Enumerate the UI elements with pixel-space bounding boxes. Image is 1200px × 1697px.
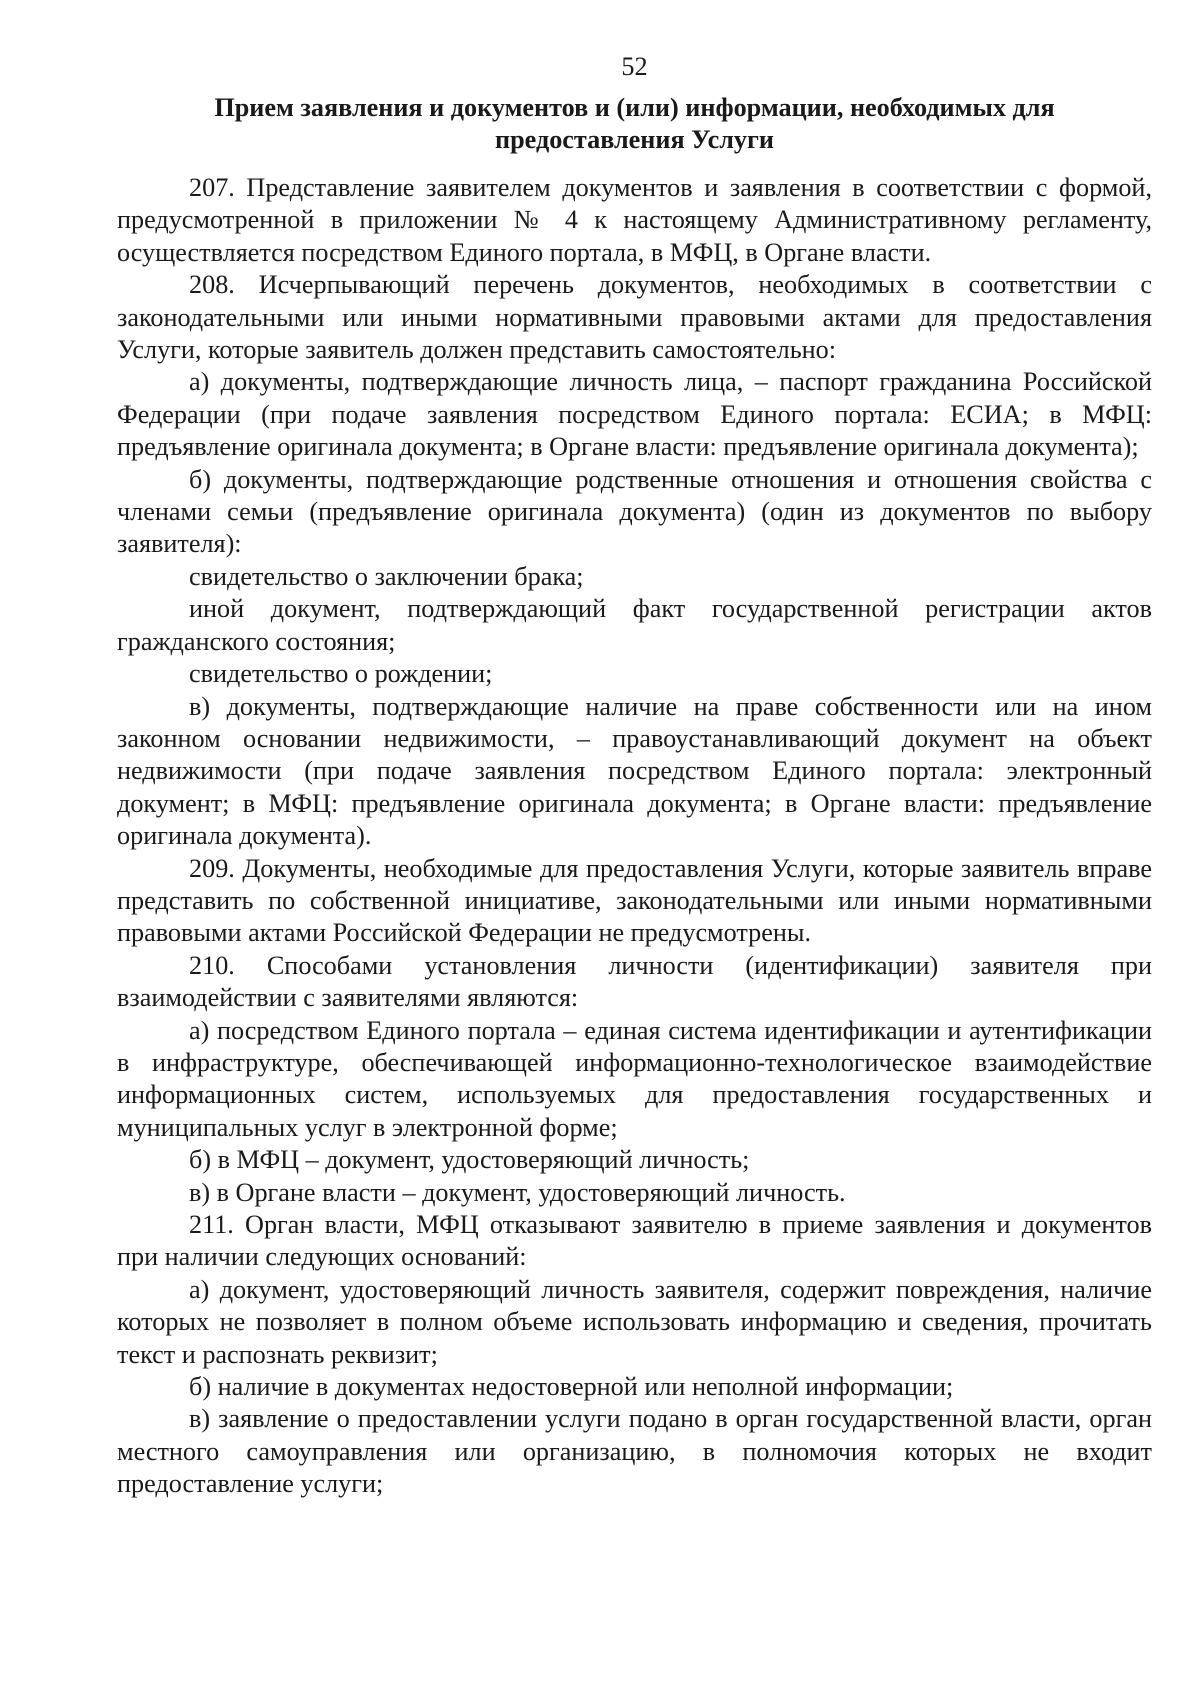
paragraph-211-item-v: в) заявление о предоставлении услуги подано в орган государственной власти, орган местного самоуправления или организацию, в полномочия которых не входит предоставление услуги;	[117, 1404, 1152, 1499]
paragraph-207: 207. Представление заявителем документов и заявления в соответствии с формой, предусмотренной в приложении № 4 к настоящему Административному регламенту, осуществляется посредством Единого портала, в МФЦ, в Органе власти.	[117, 173, 1152, 267]
paragraph-208-item-a: а) документы, подтверждающие личность лица, – паспорт гражданина Российской Федерации (при подаче заявления посредством Единого портала: ЕСИА; в МФЦ: предъявление оригинала документа; в Органе власти: предъявление оригинала документа);	[117, 367, 1152, 462]
paragraph-210-item-a: а) посредством Единого портала – единая система идентификации и аутентификации в инфраструктуре, обеспечивающей информационно-технологическое взаимодействие информационных систем, используемых для предоставления государственных и муниципальных услуг в электронной форме;	[117, 1015, 1152, 1142]
section-title	[117, 92, 1152, 156]
document-page	[117, 52, 1152, 1501]
paragraph-208-item-b-birth: свидетельство о рождении;	[189, 659, 493, 689]
paragraph-211-item-b: б) наличие в документах недостоверной или неполной информации;	[189, 1372, 954, 1402]
paragraph-208: 208. Исчерпывающий перечень документов, необходимых в соответствии с законодательными или иными нормативными правовыми актами для предоставления Услуги, которые заявитель должен представить самостоятельно:	[117, 270, 1152, 365]
page-number: 52	[621, 52, 648, 81]
paragraph-210-item-v: в) в Органе власти – документ, удостоверяющий личность.	[189, 1177, 846, 1207]
paragraph-208-item-v: в) документы, подтверждающие наличие на праве собственности или на ином законном основании недвижимости, – правоустанавливающий документ на объект недвижимости (при подаче заявления посредством Единого портала: электронный документ; в МФЦ: предъявление оригинала документа; в Органе власти: предъявление оригинала документа).	[117, 691, 1152, 851]
paragraph-209: 209. Документы, необходимые для предоставления Услуги, которые заявитель вправе представить по собственной инициативе, законодательными или иными нормативными правовыми актами Российской Федерации не предусмотрены.	[117, 853, 1152, 948]
paragraph-211: 211. Орган власти, МФЦ отказывают заявителю в приеме заявления и документов при наличии следующих оснований:	[117, 1210, 1152, 1272]
paragraph-208-item-b-marriage: свидетельство о заключении брака;	[189, 561, 584, 591]
paragraph-211-item-a: а) документ, удостоверяющий личность заявителя, содержит повреждения, наличие которых не позволяет в полном объеме использовать информацию и сведения, прочитать текст и распознать реквизит;	[117, 1274, 1152, 1369]
paragraph-210-item-b: б) в МФЦ – документ, удостоверяющий личность;	[189, 1145, 750, 1175]
section-title-line-2: предоставления Услуги	[495, 125, 774, 154]
paragraph-208-item-b: б) документы, подтверждающие родственные отношения и отношения свойства с членами семьи (предъявление оригинала документа) (один из документов по выбору заявителя):	[117, 464, 1152, 559]
section-title-line-1: Прием заявления и документов и (или) информации, необходимых для	[214, 93, 1055, 122]
paragraph-208-item-b-civil-status: иной документ, подтверждающий факт государственной регистрации актов гражданского состояния;	[117, 594, 1152, 656]
paragraph-210: 210. Способами установления личности (идентификации) заявителя при взаимодействии с заявителями являются:	[117, 950, 1152, 1013]
